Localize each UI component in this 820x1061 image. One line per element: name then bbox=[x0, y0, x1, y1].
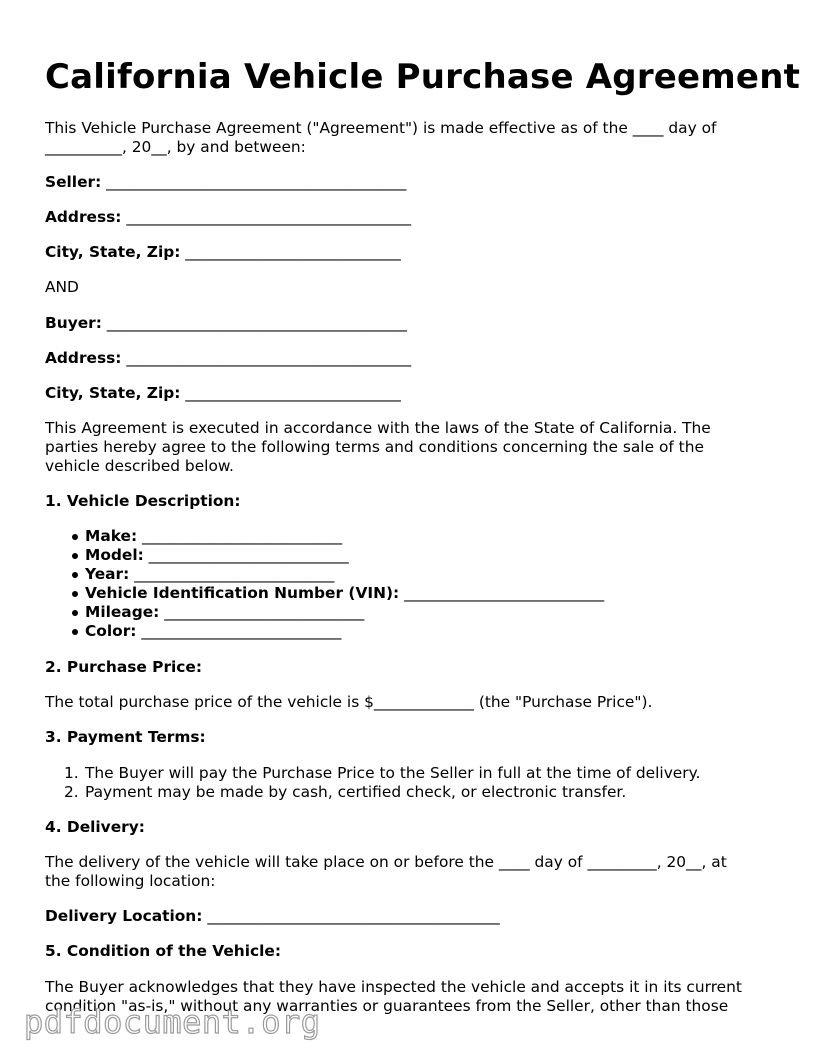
list-item: Year: __________________________ bbox=[45, 565, 604, 584]
seller-address-blank: _____________________________________ bbox=[121, 208, 412, 226]
delivery-location-label: Delivery Location: bbox=[45, 907, 203, 925]
condition-line-1: The Buyer acknowledges that they have inspected the vehicle and accepts it in its current bbox=[45, 978, 742, 996]
section-3-heading: 3. Payment Terms: bbox=[45, 728, 206, 746]
delivery-location-blank: ______________________________________ bbox=[202, 907, 500, 925]
list-item: Make: __________________________ bbox=[45, 527, 604, 546]
buyer-city-label: City, State, Zip: bbox=[45, 384, 181, 402]
buyer-address-blank: _____________________________________ bbox=[121, 349, 412, 367]
delivery-location-field bbox=[45, 907, 500, 926]
seller-blank: _______________________________________ bbox=[101, 173, 407, 191]
seller-field bbox=[45, 173, 406, 192]
section-2-heading: 2. Purchase Price: bbox=[45, 658, 203, 676]
governing-line-1: This Agreement is executed in accordance with the laws of the State of California. The bbox=[45, 419, 711, 437]
delivery-line-1: The delivery of the vehicle will take place on or before the ____ day of _________, 20__, at bbox=[45, 853, 727, 871]
seller-city-field bbox=[45, 243, 401, 262]
buyer-city-blank: ____________________________ bbox=[180, 384, 401, 402]
seller-address-label: Address: bbox=[45, 208, 122, 226]
and-separator: AND bbox=[45, 278, 79, 296]
buyer-blank: _______________________________________ bbox=[101, 314, 407, 332]
governing-line-2: parties hereby agree to the following terms and conditions concerning the sale of the bbox=[45, 438, 704, 456]
section-4-heading: 4. Delivery: bbox=[45, 818, 145, 836]
vehicle-description-list bbox=[45, 527, 604, 641]
seller-label: Seller: bbox=[45, 173, 102, 191]
condition-line-2: condition "as-is," without any warranties or guarantees from the Seller, other than those bbox=[45, 997, 729, 1015]
intro-line-2: __________, 20__, by and between: bbox=[45, 138, 306, 156]
intro-line-1: This Vehicle Purchase Agreement ("Agreement") is made effective as of the ____ day of bbox=[45, 119, 717, 137]
delivery-line-2: the following location: bbox=[45, 872, 216, 890]
section-1-heading: 1. Vehicle Description: bbox=[45, 492, 241, 510]
watermark: pdfdocument.org bbox=[24, 1003, 321, 1041]
buyer-field bbox=[45, 314, 407, 333]
seller-city-label: City, State, Zip: bbox=[45, 243, 181, 261]
list-item: 2. Payment may be made by cash, certified check, or electronic transfer. bbox=[64, 783, 627, 801]
list-item: 1. The Buyer will pay the Purchase Price to the Seller in full at the time of delivery. bbox=[64, 764, 701, 782]
buyer-address-label: Address: bbox=[45, 349, 122, 367]
payment-terms-list bbox=[45, 764, 700, 802]
buyer-address-field bbox=[45, 349, 411, 368]
section-5-heading: 5. Condition of the Vehicle: bbox=[45, 942, 282, 960]
purchase-price-text: The total purchase price of the vehicle is $_____________ (the "Purchase Price"). bbox=[45, 693, 653, 711]
list-item: Mileage: __________________________ bbox=[45, 603, 604, 622]
buyer-city-field bbox=[45, 384, 401, 403]
list-item: Vehicle Identification Number (VIN): __________________________ bbox=[45, 584, 604, 603]
governing-line-3: vehicle described below. bbox=[45, 457, 234, 475]
seller-city-blank: ____________________________ bbox=[180, 243, 401, 261]
list-item: Color: __________________________ bbox=[45, 622, 604, 641]
list-item: Model: __________________________ bbox=[45, 546, 604, 565]
buyer-label: Buyer: bbox=[45, 314, 102, 332]
seller-address-field bbox=[45, 208, 411, 227]
document-title: California Vehicle Purchase Agreement bbox=[45, 57, 801, 97]
